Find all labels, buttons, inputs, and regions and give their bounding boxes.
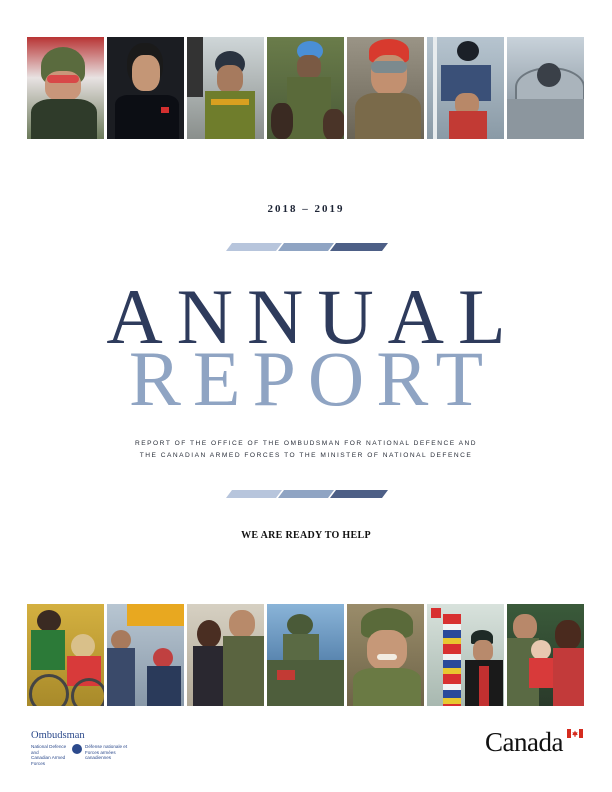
canada-flag-icon [567,729,583,738]
title-report: REPORT [128,335,496,422]
photo-couple-with-soldier [187,604,264,706]
photo-worker-safety-vest [187,37,264,139]
subtitle-line-1: REPORT OF THE OFFICE OF THE OMBUDSMAN FOR NATIONAL DEFENCE AND [135,440,477,447]
canada-wordmark [485,727,563,758]
photo-armoured-vehicle-crew [267,604,344,706]
ombudsman-french [85,744,135,761]
photo-navy-officer-headset [107,37,184,139]
decorative-stripes-top [226,243,388,251]
photo-soldier-red-glasses [27,37,104,139]
ombudsman-name: Ombudsman [31,730,85,741]
stripe-dark [330,490,388,498]
bottom-photo-strip [27,604,584,706]
stripe-light [226,490,282,498]
photo-aircraft-maintenance-crew [107,604,184,706]
report-subtitle [0,438,612,462]
photo-fighter-pilot-cockpit [507,37,584,139]
ombudsman-french-line-1: Défense nationale et [85,744,128,749]
ombudsman-english-line-2: Canadian Armed Forces [31,755,66,766]
stripe-mid [278,490,334,498]
ombudsman-french-line-2: Forces armées canadiennes [85,749,116,760]
decorative-stripes-bottom [226,490,388,498]
photo-peacekeeper-with-children [267,37,344,139]
photo-sailors-on-ladder [427,37,504,139]
ombudsman-english [31,744,71,766]
ombudsman-emblem-icon [72,744,82,754]
subtitle-line-2: THE CANADIAN ARMED FORCES TO THE MINISTER OF NATIONAL DEFENCE [139,452,473,459]
stripe-light [226,243,282,251]
report-year: 2018 – 2019 [267,203,345,215]
photo-smiling-soldier-helmet [347,604,424,706]
canada-wordmark-text: Canada [485,727,563,757]
stripe-mid [278,243,334,251]
ombudsman-logo [27,730,147,766]
stripe-dark [330,243,388,251]
top-photo-strip [27,37,584,139]
photo-soldier-red-hat-goggles [347,37,424,139]
photo-soldier-family [507,604,584,706]
ombudsman-english-line-1: National Defence and [31,744,67,755]
photo-wheelchair-athletes [27,604,104,706]
photo-soldier-with-flags [427,604,504,706]
tagline: WE ARE READY TO HELP [241,530,371,541]
title-annual: ANNUAL [106,273,520,360]
